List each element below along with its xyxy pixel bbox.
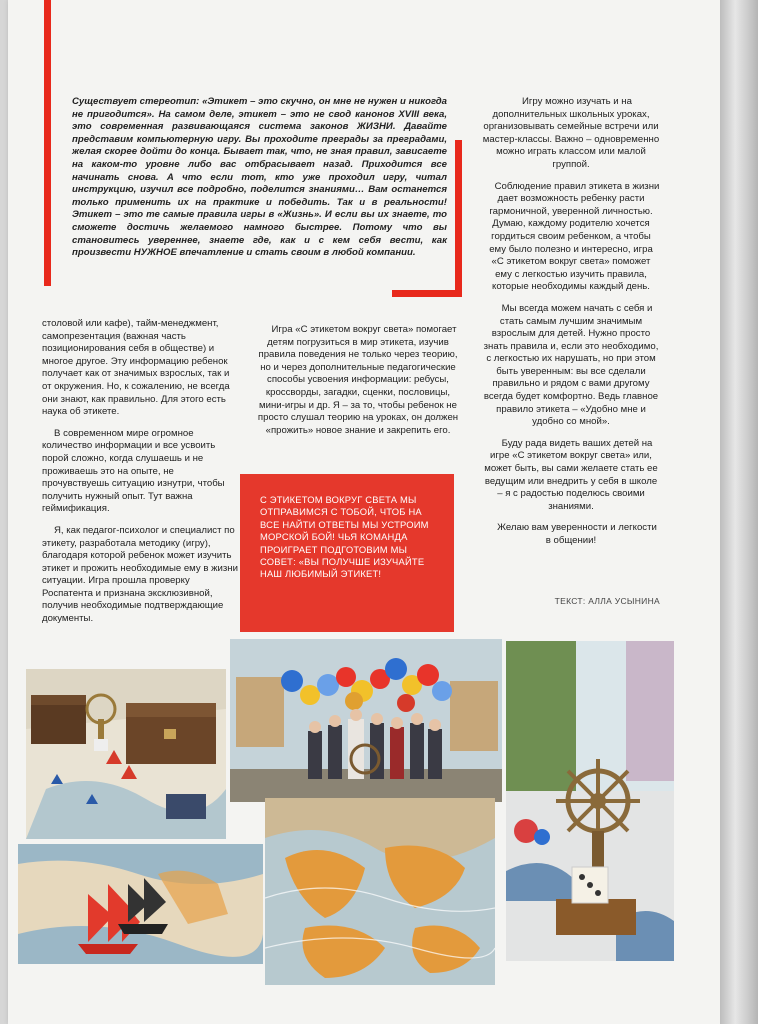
red-accent-bar-right: [455, 140, 462, 297]
paragraph: столовой или кафе), тайм-менеджмент, самопрезентация (важная часть позиционирования себя в обществе) и многое другое. Эту информацию ребенок получает как от значимых взрослых, так и от окружения. Но, к сожалению, не всегда они знают, как правильно. Для этого есть наука об этикете.: [42, 318, 230, 418]
author-credit: ТЕКСТ: АЛЛА УСЫНИНА: [554, 596, 660, 606]
ship-models-illustration: [18, 844, 263, 964]
game-map-illustration: [265, 798, 495, 985]
ship-wheel-illustration: [506, 641, 674, 961]
red-accent-bar-vertical: [44, 0, 51, 286]
paragraph: Игра «С этикетом вокруг света» помогает детям погрузиться в мир этикета, изучив правила поведения не только через теорию, но и через дополнительные педагогические способы усвоения информации: ребусы, кроссворды, загадки, сценки, пословицы, мини-игры и др. Я – за то, чтобы ребенок не просто слушал теорию на уроках, он должен «прожить» новое знание и закрепить его.: [257, 324, 459, 436]
paragraph: Мы всегда можем начать с себя и стать самым лучшим значимым взрослым для детей. Нужно просто знать правила и, если это необходимо, с легкостью их нарушать, но при этом быть уверенным: вы все сделали правильно и рядом с вами другому всегда будет комфортно. Ведь главное правило этикета – «Удобно мне и удобно со мной».: [483, 302, 659, 428]
poem-callout: [240, 474, 454, 632]
intro-text: Существует стереотип: «Этикет – это скучно, он мне не нужен и никогда не пригодится». На самом деле, этикет – это не свод канонов XVIII века, это современная развивающаяся система законов ЖИЗНИ. Давайте представим компьютерную игру. Вы проходите преграды за преградами, желая скорее дойти до конца. Бывает так, что, не зная правил, зависаете на каком-то уровне либо вас отбрасывает назад. Приходится все начинать снова. А что если тот, кто уже проходил игру, читал инструкцию, изучил все подробно, поделится знаниями… Вам останется только применить их на практике и победить. Так и в реальности! Этикет – это те самые правила игры в «Жизнь». И если вы их знаете, то сможете достичь желаемого намного быстрее. Потому что вы становитесь увереннее, знаете где, как и с кем себя вести, как произвести НУЖНОЕ впечатление и стать своим в любой компании.: [72, 96, 447, 259]
paragraph: Я, как педагог-психолог и специалист по этикету, разработала методику (игру), благодаря которой ребенок может изучить этикет и прожить необходимые ему в жизни ситуации. Игра прошла проверку Роспатента и признана эксклюзивной, получив необходимые подтверждающие документы.: [42, 524, 238, 625]
photo-game-map: [265, 798, 495, 985]
red-accent-bar-horizontal: [392, 290, 462, 297]
column-right: [482, 96, 660, 557]
paragraph: Буду рада видеть ваших детей на игре «С этикетом вокруг света» или, может быть, вы сами желаете стать ее ведущим или внедрить у себя в школе – я с радостью поделюсь своими знаниями.: [484, 437, 658, 512]
column-middle: [252, 324, 464, 446]
photo-game-chests: [26, 669, 226, 839]
paragraph: Желаю вам уверенности и легкости в общении!: [497, 522, 657, 546]
children-group-illustration: [230, 639, 502, 802]
column-left: [42, 318, 238, 635]
photo-children-group: [230, 639, 502, 802]
photo-ship-models: [18, 844, 263, 964]
page-spine: [720, 0, 758, 1024]
paragraph: Соблюдение правил этикета в жизни дает возможность ребенку расти гармоничной, уверенной личностью. Думаю, каждому родителю хочется гордиться своим ребенком, а чтобы ему было полезно и интересно, игра «С этикетом вокруг света» поможет ему с легкостью изучить правила, которые необходимы каждый день.: [489, 180, 660, 293]
paragraph: В современном мире огромное количество информации и все усвоить порой сложно, когда слушаешь и не проживаешь это на опыте, не прочувствуешь ситуацию изнутри, чтобы получить нужный опыт. Тут важна геймификация.: [42, 427, 225, 515]
photo-ship-wheel-dice: [506, 641, 674, 961]
paragraph: Игру можно изучать и на дополнительных школьных уроках, организовывать семейные встречи или мастер-классы. Важно – одновременно можно играть классом или малой группой.: [482, 96, 660, 170]
game-chests-illustration: [26, 669, 226, 839]
callout-text: С ЭТИКЕТОМ ВОКРУГ СВЕТА МЫ ОТПРАВИМСЯ С ТОБОЙ, ЧТОБ НА ВСЕ НАЙТИ ОТВЕТЫ МЫ УСТРОИМ МОРСКОЙ БОЙ! ЧЬЯ КОМАНДА ПРОИГРАЕТ ПОДГОТОВИМ МЫ СОВЕТ: «ВЫ ПОЛУЧШЕ ИЗУЧАЙТЕ НАШ ЛЮБИМЫЙ ЭТИКЕТ!: [260, 494, 429, 580]
